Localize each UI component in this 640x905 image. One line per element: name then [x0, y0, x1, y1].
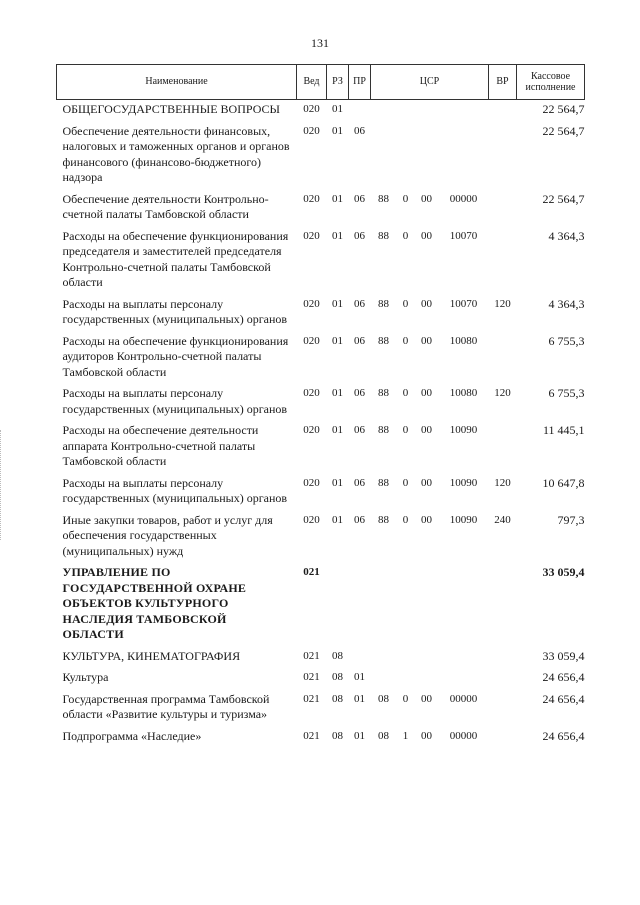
row-csr-main-event	[415, 122, 439, 190]
table-row	[57, 727, 585, 749]
table-row	[57, 332, 585, 385]
row-pr: 06	[354, 476, 365, 489]
row-sum: 22 564,7	[542, 123, 585, 138]
row-csr-program	[371, 122, 397, 190]
row-csr-subprogram: 0	[402, 692, 409, 705]
row-name: Государственная программа Тамбовской области «Развитие культуры и туризма»	[62, 691, 270, 721]
row-name: Культура	[62, 670, 109, 684]
row-sum: 22 564,7	[542, 102, 585, 116]
row-csr-program	[371, 647, 397, 669]
row-csr-main-event: 00	[421, 297, 432, 310]
row-vr	[489, 332, 517, 385]
row-vr: 120	[494, 387, 511, 399]
table-body	[57, 100, 585, 749]
row-name: Обеспечение деятельности Контрольно-счетной палаты Тамбовской области	[62, 191, 269, 221]
row-sum: 11 445,1	[542, 423, 585, 437]
header-sum: Кассовое исполнение	[517, 65, 585, 100]
row-vr	[489, 647, 517, 669]
row-csr-direction: 00000	[449, 729, 478, 742]
row-name: КУЛЬТУРА, КИНЕМАТОГРАФИЯ	[62, 648, 241, 663]
row-csr-subprogram: 0	[402, 192, 409, 205]
row-csr-program: 88	[378, 334, 389, 347]
table-row	[57, 122, 585, 190]
row-sum: 33 059,4	[542, 565, 585, 579]
row-csr-main-event: 00	[421, 729, 432, 742]
row-csr-main-event	[415, 563, 439, 647]
row-sum: 22 564,7	[542, 191, 585, 206]
row-ved: 020	[303, 229, 320, 242]
row-csr-subprogram: 0	[402, 334, 409, 347]
row-csr-main-event: 00	[421, 387, 432, 399]
row-csr-main-event	[415, 647, 439, 669]
row-sum: 6 755,3	[548, 333, 585, 348]
row-csr-subprogram	[397, 122, 415, 190]
table-row	[57, 295, 585, 332]
row-name: Расходы на обеспечение деятельности аппарата Контрольно-счетной палаты Тамбовской области	[62, 423, 259, 468]
row-csr-program: 88	[378, 297, 389, 310]
table-row	[57, 227, 585, 295]
header-vr: ВР	[489, 65, 517, 100]
row-csr-program	[371, 668, 397, 690]
row-sum: 24 656,4	[542, 691, 585, 706]
row-csr-subprogram: 0	[402, 387, 409, 399]
row-pr: 06	[354, 229, 365, 242]
row-csr-direction	[439, 563, 489, 647]
row-name: Подпрограмма «Наследие»	[62, 728, 202, 743]
row-ved: 021	[303, 729, 320, 742]
row-csr-main-event: 00	[421, 424, 432, 436]
row-csr-subprogram	[397, 647, 415, 669]
row-rz: 01	[332, 124, 343, 137]
row-csr-subprogram: 0	[402, 297, 409, 310]
row-sum: 33 059,4	[542, 648, 585, 663]
row-name: УПРАВЛЕНИЕ ПО ГОСУДАРСТВЕННОЙ ОХРАНЕ ОБЪЕКТОВ КУЛЬТУРНОГО НАСЛЕДИЯ ТАМБОВСКОЙ ОБЛАСТИ	[62, 565, 247, 641]
row-csr-direction: 00000	[449, 692, 478, 705]
row-ved: 020	[303, 297, 320, 310]
row-name: Расходы на выплаты персоналу государственных (муниципальных) органов	[62, 386, 288, 416]
row-csr-program	[371, 100, 397, 122]
table-row	[57, 190, 585, 227]
row-csr-direction	[439, 668, 489, 690]
header-csr: ЦСР	[371, 65, 489, 100]
row-ved: 021	[303, 692, 320, 705]
row-csr-program: 88	[378, 387, 389, 399]
table-header	[57, 65, 585, 100]
row-vr: 240	[494, 513, 511, 526]
row-sum: 10 647,8	[542, 475, 585, 490]
row-rz: 01	[332, 513, 343, 526]
row-ved: 021	[303, 566, 320, 578]
row-pr	[349, 100, 371, 122]
row-pr: 06	[354, 124, 365, 137]
row-sum: 797,3	[557, 512, 585, 527]
row-vr	[489, 122, 517, 190]
row-csr-direction: 10090	[449, 476, 478, 489]
row-pr: 01	[354, 692, 365, 705]
row-vr	[489, 690, 517, 727]
row-vr: 120	[494, 297, 511, 310]
row-name: Расходы на выплаты персоналу государственных (муниципальных) органов	[62, 296, 288, 326]
table-row	[57, 100, 585, 122]
row-sum: 4 364,3	[548, 228, 585, 243]
row-vr	[489, 190, 517, 227]
row-pr: 06	[354, 387, 365, 399]
row-ved: 020	[303, 192, 320, 205]
header-pr: ПР	[349, 65, 371, 100]
table-row	[57, 563, 585, 647]
row-csr-main-event	[415, 668, 439, 690]
row-vr	[489, 668, 517, 690]
margin-scan-mark	[0, 430, 4, 540]
row-pr: 06	[354, 192, 365, 205]
row-sum: 4 364,3	[548, 296, 585, 311]
row-sum: 24 656,4	[542, 670, 585, 684]
row-vr	[489, 563, 517, 647]
row-csr-subprogram	[397, 563, 415, 647]
row-rz: 08	[332, 692, 343, 705]
row-rz: 01	[332, 103, 343, 115]
row-csr-subprogram	[397, 100, 415, 122]
row-ved: 020	[303, 387, 320, 399]
row-csr-program: 88	[378, 229, 389, 242]
row-csr-main-event: 00	[421, 476, 432, 489]
row-csr-direction	[439, 100, 489, 122]
row-csr-main-event: 00	[421, 229, 432, 242]
row-csr-program: 88	[378, 513, 389, 526]
row-csr-main-event: 00	[421, 513, 432, 526]
row-csr-subprogram: 0	[402, 424, 409, 436]
row-vr	[489, 421, 517, 474]
row-name: Расходы на обеспечение функционирования аудиторов Контрольно-счетной палаты Тамбовской области	[62, 333, 289, 379]
row-pr: 06	[354, 297, 365, 310]
row-csr-direction	[439, 122, 489, 190]
row-ved: 020	[303, 334, 320, 347]
header-ved: Вед	[297, 65, 327, 100]
row-rz: 01	[332, 334, 343, 347]
row-csr-direction: 00000	[449, 192, 478, 205]
row-csr-direction: 10080	[449, 334, 478, 347]
budget-table	[56, 64, 585, 748]
header-rz: РЗ	[327, 65, 349, 100]
row-csr-direction: 10090	[449, 424, 478, 436]
row-pr: 06	[354, 513, 365, 526]
row-csr-main-event: 00	[421, 692, 432, 705]
row-ved: 020	[303, 103, 320, 115]
row-csr-program	[371, 563, 397, 647]
row-pr: 06	[354, 424, 365, 436]
row-csr-direction: 10070	[449, 297, 478, 310]
row-ved: 020	[303, 424, 320, 436]
row-rz	[327, 563, 349, 647]
row-rz: 08	[332, 729, 343, 742]
row-sum: 6 755,3	[548, 386, 585, 400]
row-csr-subprogram: 1	[402, 729, 409, 742]
table-row	[57, 421, 585, 474]
row-csr-direction: 10080	[449, 387, 478, 399]
row-vr: 120	[494, 476, 511, 489]
row-rz: 01	[332, 387, 343, 399]
table-row	[57, 647, 585, 669]
row-rz: 01	[332, 424, 343, 436]
row-rz: 01	[332, 476, 343, 489]
row-name: ОБЩЕГОСУДАРСТВЕННЫЕ ВОПРОСЫ	[62, 102, 280, 116]
row-csr-main-event: 00	[421, 334, 432, 347]
header-name: Наименование	[57, 65, 297, 100]
row-name: Иные закупки товаров, работ и услуг для обеспечения государственных (муниципальных) нужд	[62, 512, 273, 558]
row-rz: 01	[332, 297, 343, 310]
row-csr-program: 88	[378, 476, 389, 489]
row-rz: 01	[332, 192, 343, 205]
row-rz: 08	[332, 671, 343, 683]
row-csr-program: 88	[378, 424, 389, 436]
row-vr	[489, 100, 517, 122]
row-csr-program: 08	[378, 729, 389, 742]
row-ved: 021	[303, 671, 320, 683]
row-csr-main-event: 00	[421, 192, 432, 205]
table-row	[57, 384, 585, 421]
table-row	[57, 690, 585, 727]
row-name: Расходы на обеспечение функционирования председателя и заместителей председателя Контрольно-счетной палаты Тамбовской области	[62, 228, 289, 289]
row-csr-direction	[439, 647, 489, 669]
row-ved: 020	[303, 513, 320, 526]
row-pr: 01	[354, 729, 365, 742]
budget-table-container	[56, 64, 584, 748]
table-row	[57, 668, 585, 690]
row-csr-subprogram	[397, 668, 415, 690]
table-row	[57, 511, 585, 564]
row-csr-subprogram: 0	[402, 476, 409, 489]
row-pr: 01	[354, 671, 365, 683]
row-csr-program: 08	[378, 692, 389, 705]
row-csr-main-event	[415, 100, 439, 122]
row-ved: 021	[303, 649, 320, 662]
row-rz: 01	[332, 229, 343, 242]
row-csr-direction: 10070	[449, 229, 478, 242]
row-pr: 06	[354, 334, 365, 347]
row-csr-program: 88	[378, 192, 389, 205]
row-vr	[489, 727, 517, 749]
row-csr-subprogram: 0	[402, 513, 409, 526]
row-csr-subprogram: 0	[402, 229, 409, 242]
page-number: 131	[311, 36, 329, 50]
row-ved: 020	[303, 124, 320, 137]
row-name: Обеспечение деятельности финансовых, налоговых и таможенных органов и органов финансового (финансово-бюджетного) надзора	[62, 123, 290, 184]
row-csr-direction: 10090	[449, 513, 478, 526]
table-row	[57, 474, 585, 511]
row-pr	[349, 563, 371, 647]
row-ved: 020	[303, 476, 320, 489]
row-sum: 24 656,4	[542, 728, 585, 743]
row-name: Расходы на выплаты персоналу государственных (муниципальных) органов	[62, 475, 288, 505]
row-pr	[349, 647, 371, 669]
row-vr	[489, 227, 517, 295]
row-rz: 08	[332, 649, 343, 662]
